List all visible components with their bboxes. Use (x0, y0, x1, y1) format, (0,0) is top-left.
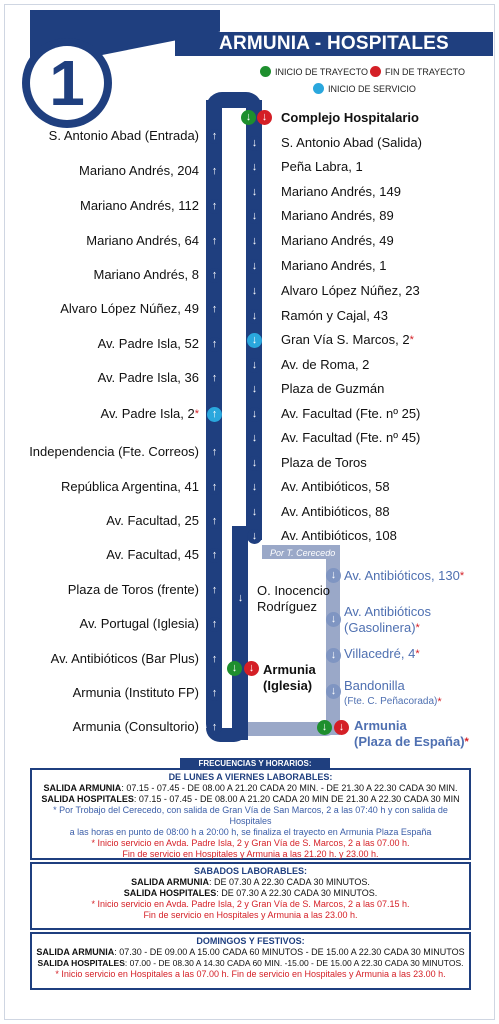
weekdays-red-note: Fin de servicio en Hospitales y Armunia a las 21.20 h. y 23.00 h. (122, 849, 379, 859)
stop-right: Av. Facultad (Fte. nº 45) (281, 430, 421, 445)
up-arrow-icon: ↑ (207, 617, 222, 632)
weekdays-note: a las horas en punto de 08:00 h a 20:00 h, se finaliza el trayecto en Armunia Plaza España (69, 827, 432, 837)
service-start-icon (313, 83, 324, 94)
start-icon: ↓ (317, 720, 332, 735)
up-arrow-icon: ↑ (207, 514, 222, 529)
down-arrow-icon: ↓ (247, 456, 262, 471)
stop-right: Mariano Andrés, 89 (281, 208, 394, 223)
stop-left: Independencia (Fte. Correos) (29, 444, 199, 459)
down-arrow-icon: ↓ (326, 568, 341, 583)
down-arrow-icon: ↓ (247, 160, 262, 175)
weekdays-armunia: SALIDA ARMUNIA: 07.15 - 07.45 - DE 08.00 A 21.20 CADA 20 MIN. - DE 21.30 A 22.30 CADA 30 MIN. (43, 783, 458, 793)
stop-right: Av. Antibióticos, 88 (281, 504, 390, 519)
down-arrow-icon: ↓ (326, 612, 341, 627)
branch-tag: Por T. Cerecedo (266, 547, 339, 559)
end-icon: ↓ (257, 110, 272, 125)
stop-armunia-iglesia: Armunia (Iglesia) (263, 662, 316, 693)
up-arrow-icon: ↑ (207, 337, 222, 352)
stop-right: Mariano Andrés, 49 (281, 233, 394, 248)
weekdays-title: DE LUNES A VIERNES LABORABLES: (168, 772, 333, 782)
down-arrow-icon: ↓ (247, 136, 262, 151)
stop-left: Av. Padre Isla, 2* (100, 406, 199, 421)
stop-right: Av. Antibióticos, 58 (281, 479, 390, 494)
up-arrow-icon: ↑ (207, 234, 222, 249)
legend-start (260, 66, 368, 77)
stop-right: Av. Antibióticos, 108 (281, 528, 397, 543)
stop-right: Gran Vía S. Marcos, 2* (281, 332, 414, 347)
down-arrow-icon: ↓ (247, 480, 262, 495)
start-icon: ↓ (241, 110, 256, 125)
stop-left: S. Antonio Abad (Entrada) (48, 128, 199, 143)
stop-left: Av. Portugal (Iglesia) (79, 616, 199, 631)
down-arrow-icon: ↓ (233, 591, 248, 606)
stop-right: Mariano Andrés, 1 (281, 258, 387, 273)
legend-service (313, 83, 416, 94)
branch-stop: Villacedré, 4* (344, 646, 420, 661)
stop-left: Alvaro López Núñez, 49 (60, 301, 199, 316)
down-arrow-icon: ↓ (247, 259, 262, 274)
up-arrow-icon: ↑ (207, 199, 222, 214)
route-title: ARMUNIA - HOSPITALES (175, 32, 493, 56)
red-dot-icon (370, 66, 381, 77)
down-arrow-icon: ↓ (247, 407, 262, 422)
stop-left: República Argentina, 41 (60, 479, 199, 494)
sundays-title: DOMINGOS Y FESTIVOS: (196, 936, 305, 946)
stop-right: Ramón y Cajal, 43 (281, 308, 388, 323)
up-arrow-icon: ↑ (207, 480, 222, 495)
up-arrow-icon: ↑ (207, 652, 222, 667)
line-number: 1 (30, 46, 104, 120)
start-icon: ↓ (227, 661, 242, 676)
branch-stop: Bandonilla (Fte. C. Peñacorada)* (344, 678, 442, 708)
weekdays-hosp: SALIDA HOSPITALES: 07.15 - 07.45 - DE 08.00 A 21.20 CADA 20 MIN DE 21.30 A 22.30 CADA 30 MIN (41, 794, 460, 804)
stop-inocencio: O. Inocencio Rodríguez (257, 583, 330, 614)
saturdays-armunia: SALIDA ARMUNIA: DE 07.30 A 22.30 CADA 30 MINUTOS. (131, 877, 370, 887)
schedule-saturdays (30, 862, 471, 930)
up-arrow-icon: ↑ (207, 720, 222, 735)
stop-right: Peña Labra, 1 (281, 159, 363, 174)
stop-left: Plaza de Toros (frente) (67, 582, 199, 597)
sundays-armunia: SALIDA ARMUNIA: 07.30 - DE 09.00 A 15.00 CADA 60 MINUTOS - DE 15.00 A 22.30 CADA 30 MINUTOS (36, 947, 465, 957)
up-arrow-icon: ↑ (207, 548, 222, 563)
saturdays-hosp: SALIDA HOSPITALES: DE 07.30 A 22.30 CADA 30 MINUTOS. (123, 888, 378, 898)
down-arrow-icon: ↓ (247, 529, 262, 544)
stop-left: Mariano Andrés, 8 (93, 267, 199, 282)
stop-left: Armunia (Instituto FP) (72, 685, 199, 700)
sundays-hosp: SALIDA HOSPITALES: 07.00 - DE 08.30 A 14.30 CADA 60 MIN. -15.00 - DE 15.00 A 22.30 CADA 30 MINUTOS. (37, 958, 464, 968)
down-arrow-icon: ↓ (247, 234, 262, 249)
down-arrow-icon: ↓ (326, 648, 341, 663)
schedule-header: FRECUENCIAS Y HORARIOS: (180, 758, 330, 769)
stop-left: Av. Padre Isla, 52 (97, 336, 199, 351)
down-arrow-icon: ↓ (247, 358, 262, 373)
stop-left: Mariano Andrés, 64 (86, 233, 199, 248)
stop-left: Av. Facultad, 45 (106, 547, 199, 562)
branch-stop: Av. Antibióticos, 130* (344, 568, 465, 583)
end-icon: ↓ (244, 661, 259, 676)
up-arrow-icon: ↑ (207, 686, 222, 701)
down-arrow-icon: ↓ (247, 185, 262, 200)
down-arrow-icon: ↓ (247, 382, 262, 397)
stop-left: Mariano Andrés, 112 (80, 198, 199, 213)
stop-right: Mariano Andrés, 149 (281, 184, 401, 199)
stop-right: Av. de Roma, 2 (281, 357, 370, 372)
up-arrow-icon: ↑ (207, 371, 222, 386)
down-arrow-icon: ↓ (247, 209, 262, 224)
stop-left: Mariano Andrés, 204 (79, 163, 199, 178)
sundays-red-note: * Inicio servicio en Hospitales a las 07.00 h. Fin de servicio en Hospitales y Armunia a las 23.00 h. (55, 969, 446, 979)
saturdays-red-note: * Inicio servicio en Avda. Padre Isla, 2 y Gran Vía de S. Marcos, 2 a las 07.15 h. (91, 899, 410, 909)
saturdays-red-note: Fin de servicio en Hospitales y Armunia a las 23.00 h. (143, 910, 358, 920)
legend-end-label: FIN DE TRAYECTO (385, 66, 466, 77)
legend-start-label: INICIO DE TRAYECTO (275, 66, 369, 77)
stop-right: Plaza de Guzmán (281, 381, 385, 396)
down-arrow-icon: ↓ (247, 505, 262, 520)
down-arrow-icon: ↓ (247, 309, 262, 324)
weekdays-note: * Por Trobajo del Cerecedo, con salida de Gran Vía de San Marcos, 2 a las 07:40 h y con salida de Hospitales (53, 805, 448, 826)
up-arrow-icon: ↑ (207, 302, 222, 317)
legend-end (370, 66, 465, 77)
schedule-sundays (30, 932, 471, 990)
down-arrow-icon: ↓ (247, 431, 262, 446)
stop-right: Alvaro López Núñez, 23 (281, 283, 420, 298)
stop-left: Av. Antibióticos (Bar Plus) (50, 651, 199, 666)
up-arrow-icon: ↑ (207, 129, 222, 144)
schedule-weekdays (30, 768, 471, 860)
route-middle-line (232, 526, 248, 740)
stop-right: Av. Facultad (Fte. nº 25) (281, 406, 421, 421)
service-start-icon: ↓ (247, 333, 262, 348)
service-start-icon: ↑ (207, 407, 222, 422)
stop-right-terminus: Complejo Hospitalario (281, 110, 419, 125)
stop-left: Av. Facultad, 25 (106, 513, 199, 528)
legend-service-label: INICIO DE SERVICIO (328, 83, 416, 94)
stop-right: Plaza de Toros (281, 455, 367, 470)
stop-left: Armunia (Consultorio) (72, 719, 199, 734)
up-arrow-icon: ↑ (207, 164, 222, 179)
up-arrow-icon: ↑ (207, 583, 222, 598)
down-arrow-icon: ↓ (247, 284, 262, 299)
weekdays-red-note: * Inicio servicio en Avda. Padre Isla, 2 y Gran Vía de S. Marcos, 2 a las 07.00 h. (91, 838, 410, 848)
saturdays-title: SABADOS LABORABLES: (193, 866, 307, 876)
branch-terminus: Armunia (Plaza de España)* (354, 718, 469, 749)
down-arrow-icon: ↓ (326, 684, 341, 699)
stop-left: Av. Padre Isla, 36 (97, 370, 199, 385)
up-arrow-icon: ↑ (207, 268, 222, 283)
up-arrow-icon: ↑ (207, 445, 222, 460)
stop-right: S. Antonio Abad (Salida) (281, 135, 422, 150)
green-dot-icon (260, 66, 271, 77)
end-icon: ↓ (334, 720, 349, 735)
branch-stop: Av. Antibióticos (Gasolinera)* (344, 604, 431, 635)
